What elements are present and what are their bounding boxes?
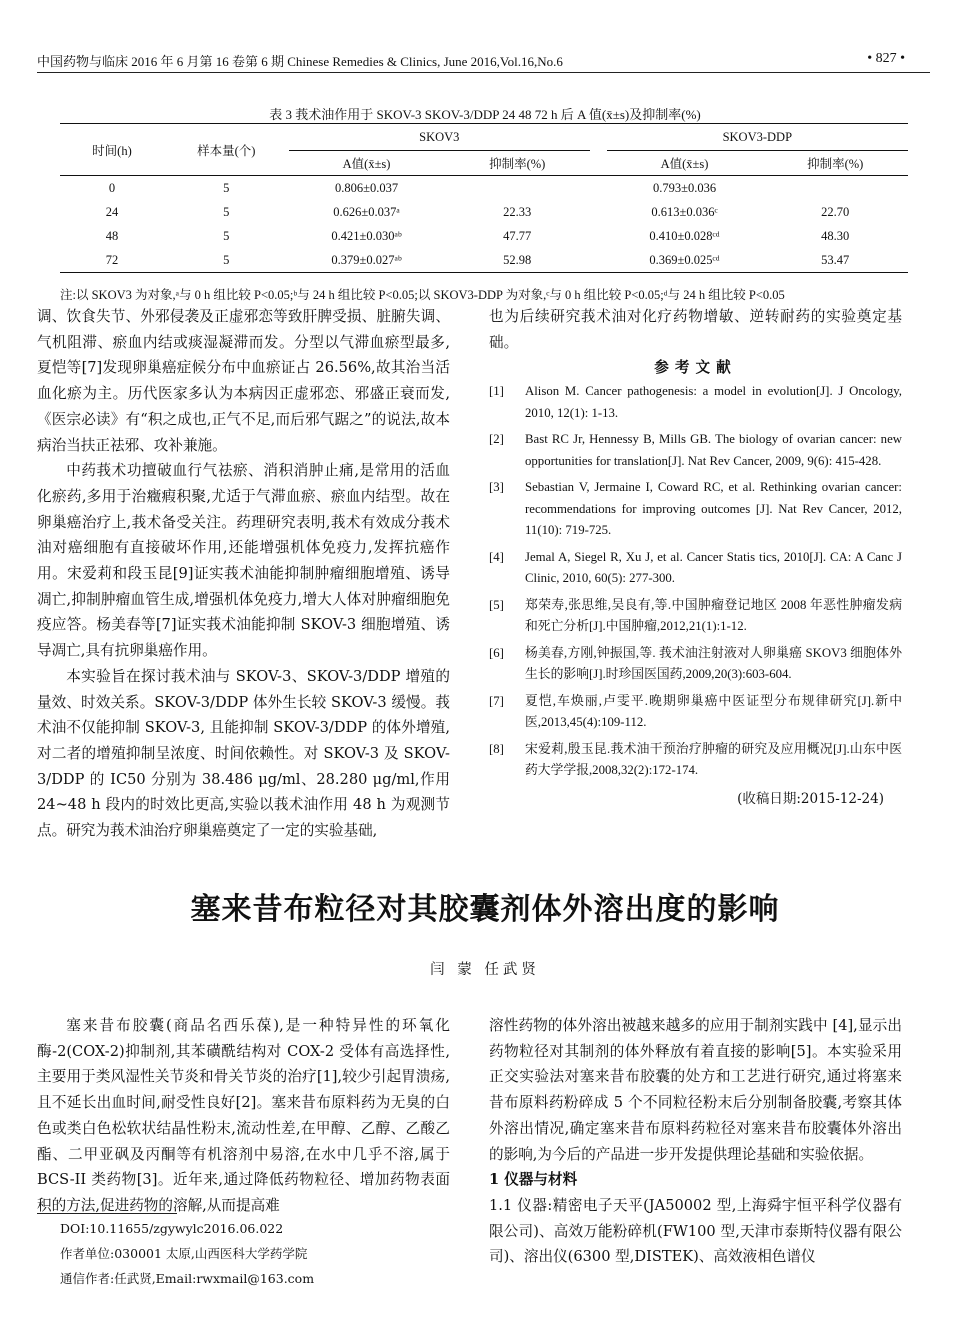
reference-item: [8] 宋爱莉,殷玉昆.莪术油干预治疗肿瘤的研究及应用概况[J].山东中医药大学学报,2008,32(2):172-174. [489,741,902,778]
article-title: 塞来昔布粒径对其胶囊剂体外溶出度的影响 [190,892,780,927]
body-paragraph: 本实验旨在探讨莪术油与 SKOV-3、SKOV-3/DDP 增殖的量效、时效关系。SKOV-3/DDP 体外生长较 SKOV-3 缓慢。莪术油不仅能抑制 SKOV-3, 且能抑制 SKOV-3/DDP 的体外增殖, 对二者的增殖抑制呈浓度、时间依赖性。对 SKOV-3 及 SKOV-3/DDP 的 IC50 分别为 38.486 μg/ml、28.280 μg/ml,作用 24~48 h 段内的时效比更高,实验以莪术油作用 48 h 为观测节点。研究为莪术油治疗卵巢癌奠定了一定的实验基础, [37,667,450,840]
article-authors: 闫 蒙 任武贤 [430,962,540,978]
reference-item: [4] Jemal A, Siegel R, Xu J, et al. Cancer Statis tics, 2010[J]. CA: A Canc J Clinic, 2010, 60(5): 277-300. [489,549,902,586]
received-date: (收稿日期:2015-12-24) [737,790,884,807]
table-caption: 表 3 莪术油作用于 SKOV-3 SKOV-3/DDP 24 48 72 h 后 A 值(x̄±s)及抑制率(%) [269,107,701,122]
section-heading: 1 仪器与材料 [489,1171,578,1189]
group-skov3: SKOV3 [289,124,590,151]
reference-item: [5] 郑荣寿,张思维,吴良有,等.中国肿瘤登记地区 2008 年恶性肿瘤发病和死亡分析[J].中国肿瘤,2012,21(1):1-12. [489,597,902,634]
col-a-value: A值(x̄±s) [660,157,709,171]
reference-item: [6] 杨美春,方刚,钟振国,等. 莪术油注射液对人卵巢癌 SKOV3 细胞体外生长的影响[J].时珍国医国药,2009,20(3):603-604. [489,645,902,682]
reference-item: [2] Bast RC Jr, Hennessy B, Mills GB. The biology of ovarian cancer: new opportunities for translation[J]. Nat Rev Cancer, 2009, 9(6): 415-428. [489,432,902,468]
table-row: 72 5 0.379±0.027ᵃᵇ 52.98 0.369±0.025ᶜᵈ 53.47 [60,248,908,273]
col-rate: 抑制率(%) [807,157,864,171]
footnote-rule [37,1213,177,1214]
col-rate: 抑制率(%) [489,157,546,171]
article2-right-column [489,1013,902,1270]
body-paragraph: 塞来昔布胶囊(商品名西乐葆),是一种特异性的环氧化酶-2(COX-2)抑制剂,其苯磺酰结构对 COX-2 受体有高选择性,主要用于类风湿性关节炎和骨关节炎的治疗[1],较少引起胃溃疡,且不延长出血时间,耐受性良好[2]。塞来昔布原料药为无臭的白色或类白色松软状结晶性粉末,流动性差,在甲醇、乙醇、乙酸乙酯、二甲亚砜及丙酮等有机溶剂中易溶,在水中几乎不溶,属于 BCS-II 类药物[3]。近年来,通过降低药物粒径、增加药物表面积的方法,促进药物的溶解,从而提高难 [37,1017,450,1214]
group-skov3-ddp: SKOV3-DDP [607,124,908,151]
table-row: 0 5 0.806±0.037 0.793±0.036 [108,180,717,195]
author-affiliation: 作者单位:030001 太原,山西医科大学药学院 [60,1246,308,1261]
article1-left-column [37,304,450,844]
article2-left-column [37,1013,450,1219]
table-note: 注:以 SKOV3 为对象,ᵃ与 0 h 组比较 P<0.05;ᵇ与 24 h 组比较 P<0.05;以 SKOV3-DDP 为对象,ᶜ与 0 h 组比较 P<0.05;ᵈ与 24 h 组比较 P<0.05 [60,288,785,302]
page-number: • 827 • [867,51,905,66]
table-row: 48 5 0.421±0.030ᵃᵇ 47.77 0.410±0.028ᶜᵈ 48.30 [105,228,850,243]
body-paragraph: 1.1 仪器:精密电子天平(JA50002 型,上海舜宇恒平科学仪器有限公司)、高效万能粉碎机(FW100 型,天津市泰斯特仪器有限公司)、溶出仪(6300 型,DISTEK)、高效液相色谱仪 [489,1196,902,1266]
references-heading: 参考文献 [654,359,737,377]
header-rule [37,72,930,73]
table-3 [60,123,908,273]
table-row: 24 5 0.626±0.037ᵃ 22.33 0.613±0.036ᶜ 22.70 [105,204,850,219]
body-paragraph: 也为后续研究莪术油对化疗药物增敏、逆转耐药的实验奠定基础。 [489,308,902,351]
body-paragraph: 中药莪术功擅破血行气祛瘀、消积消肿止痛,是常用的活血化瘀药,多用于治癥瘕积聚,尤适于气滞血瘀、瘀血内结型。故在卵巢癌治疗上,莪术备受关注。药理研究表明,莪术有效成分莪术油对癌细胞有直接破坏作用,还能增强机体免疫力,发挥抗癌作用。宋爱莉和段玉昆[9]证实莪术油能抑制肿瘤细胞增殖、诱导凋亡,抑制肿瘤血管生成,增强机体免疫力,增大人体对肿瘤细胞免疫应答。杨美春等[7]证实莪术油能抑制 SKOV-3 细胞增殖、诱导凋亡,具有抗卵巢癌作用。 [37,462,450,660]
reference-item: [3] Sebastian V, Jermaine I, Coward RC, et al. Rethinking ovarian cancer: recommendations for improving outcomes [J]. Nat Rev Cancer, 2012, 11(10): 719-725. [489,480,902,538]
reference-item: [1] Alison M. Cancer pathogenesis: a model in evolution[J]. J Oncology, 2010, 12(1): 1-13. [489,384,902,420]
footnotes [60,1216,314,1291]
article1-right-column [489,304,902,812]
corresponding-author: 通信作者:任武贤,Email:rwxmail@163.com [60,1271,315,1286]
doi: DOI:10.11655/zgywylc2016.06.022 [60,1221,284,1236]
col-a-value: A值(x̄±s) [342,157,391,171]
journal-info: 中国药物与临床 2016 年 6 月第 16 卷第 6 期 Chinese Remedies & Clinics, June 2016,Vol.16,No.6 [37,54,563,69]
col-sample-size: 样本量(个) [197,143,256,158]
running-header [37,51,930,71]
reference-item: [7] 夏恺,车焕丽,卢雯平.晚期卵巢癌中医证型分布规律研究[J].新中医,2013,45(4):109-112. [489,693,902,730]
col-time: 时间(h) [92,143,132,158]
body-paragraph: 调、饮食失节、外邪侵袭及正虚邪恋等致肝脾受损、脏腑失调、气机阻滞、瘀血内结或痰湿凝滞而发。分型以气滞血瘀型最多,夏恺等[7]发现卵巢癌症候分布中血瘀证占 26.56%,故其治当活血化瘀为主。历代医家多认为本病因正虚邪恋、邪盛正衰而发,《医宗必读》有“积之成也,正气不足,而后邪气踞之”的说法,故本病治当扶正祛邪、攻补兼施。 [37,308,450,454]
body-paragraph: 溶性药物的体外溶出被越来越多的应用于制剂实践中 [4],显示出药物粒径对其制剂的体外释放有着直接的影响[5]。本实验采用正交实验法对塞来昔布胶囊的处方和工艺进行研究,通过将塞来昔布原料药粉碎成 5 个不同粒径粉末后分别制备胶囊,考察其体外溶出情况,确定塞来昔布原料药粒径对塞来昔布胶囊体外溶出的影响,为今后的产品进一步开发提供理论基础和实验依据。 [489,1017,902,1163]
